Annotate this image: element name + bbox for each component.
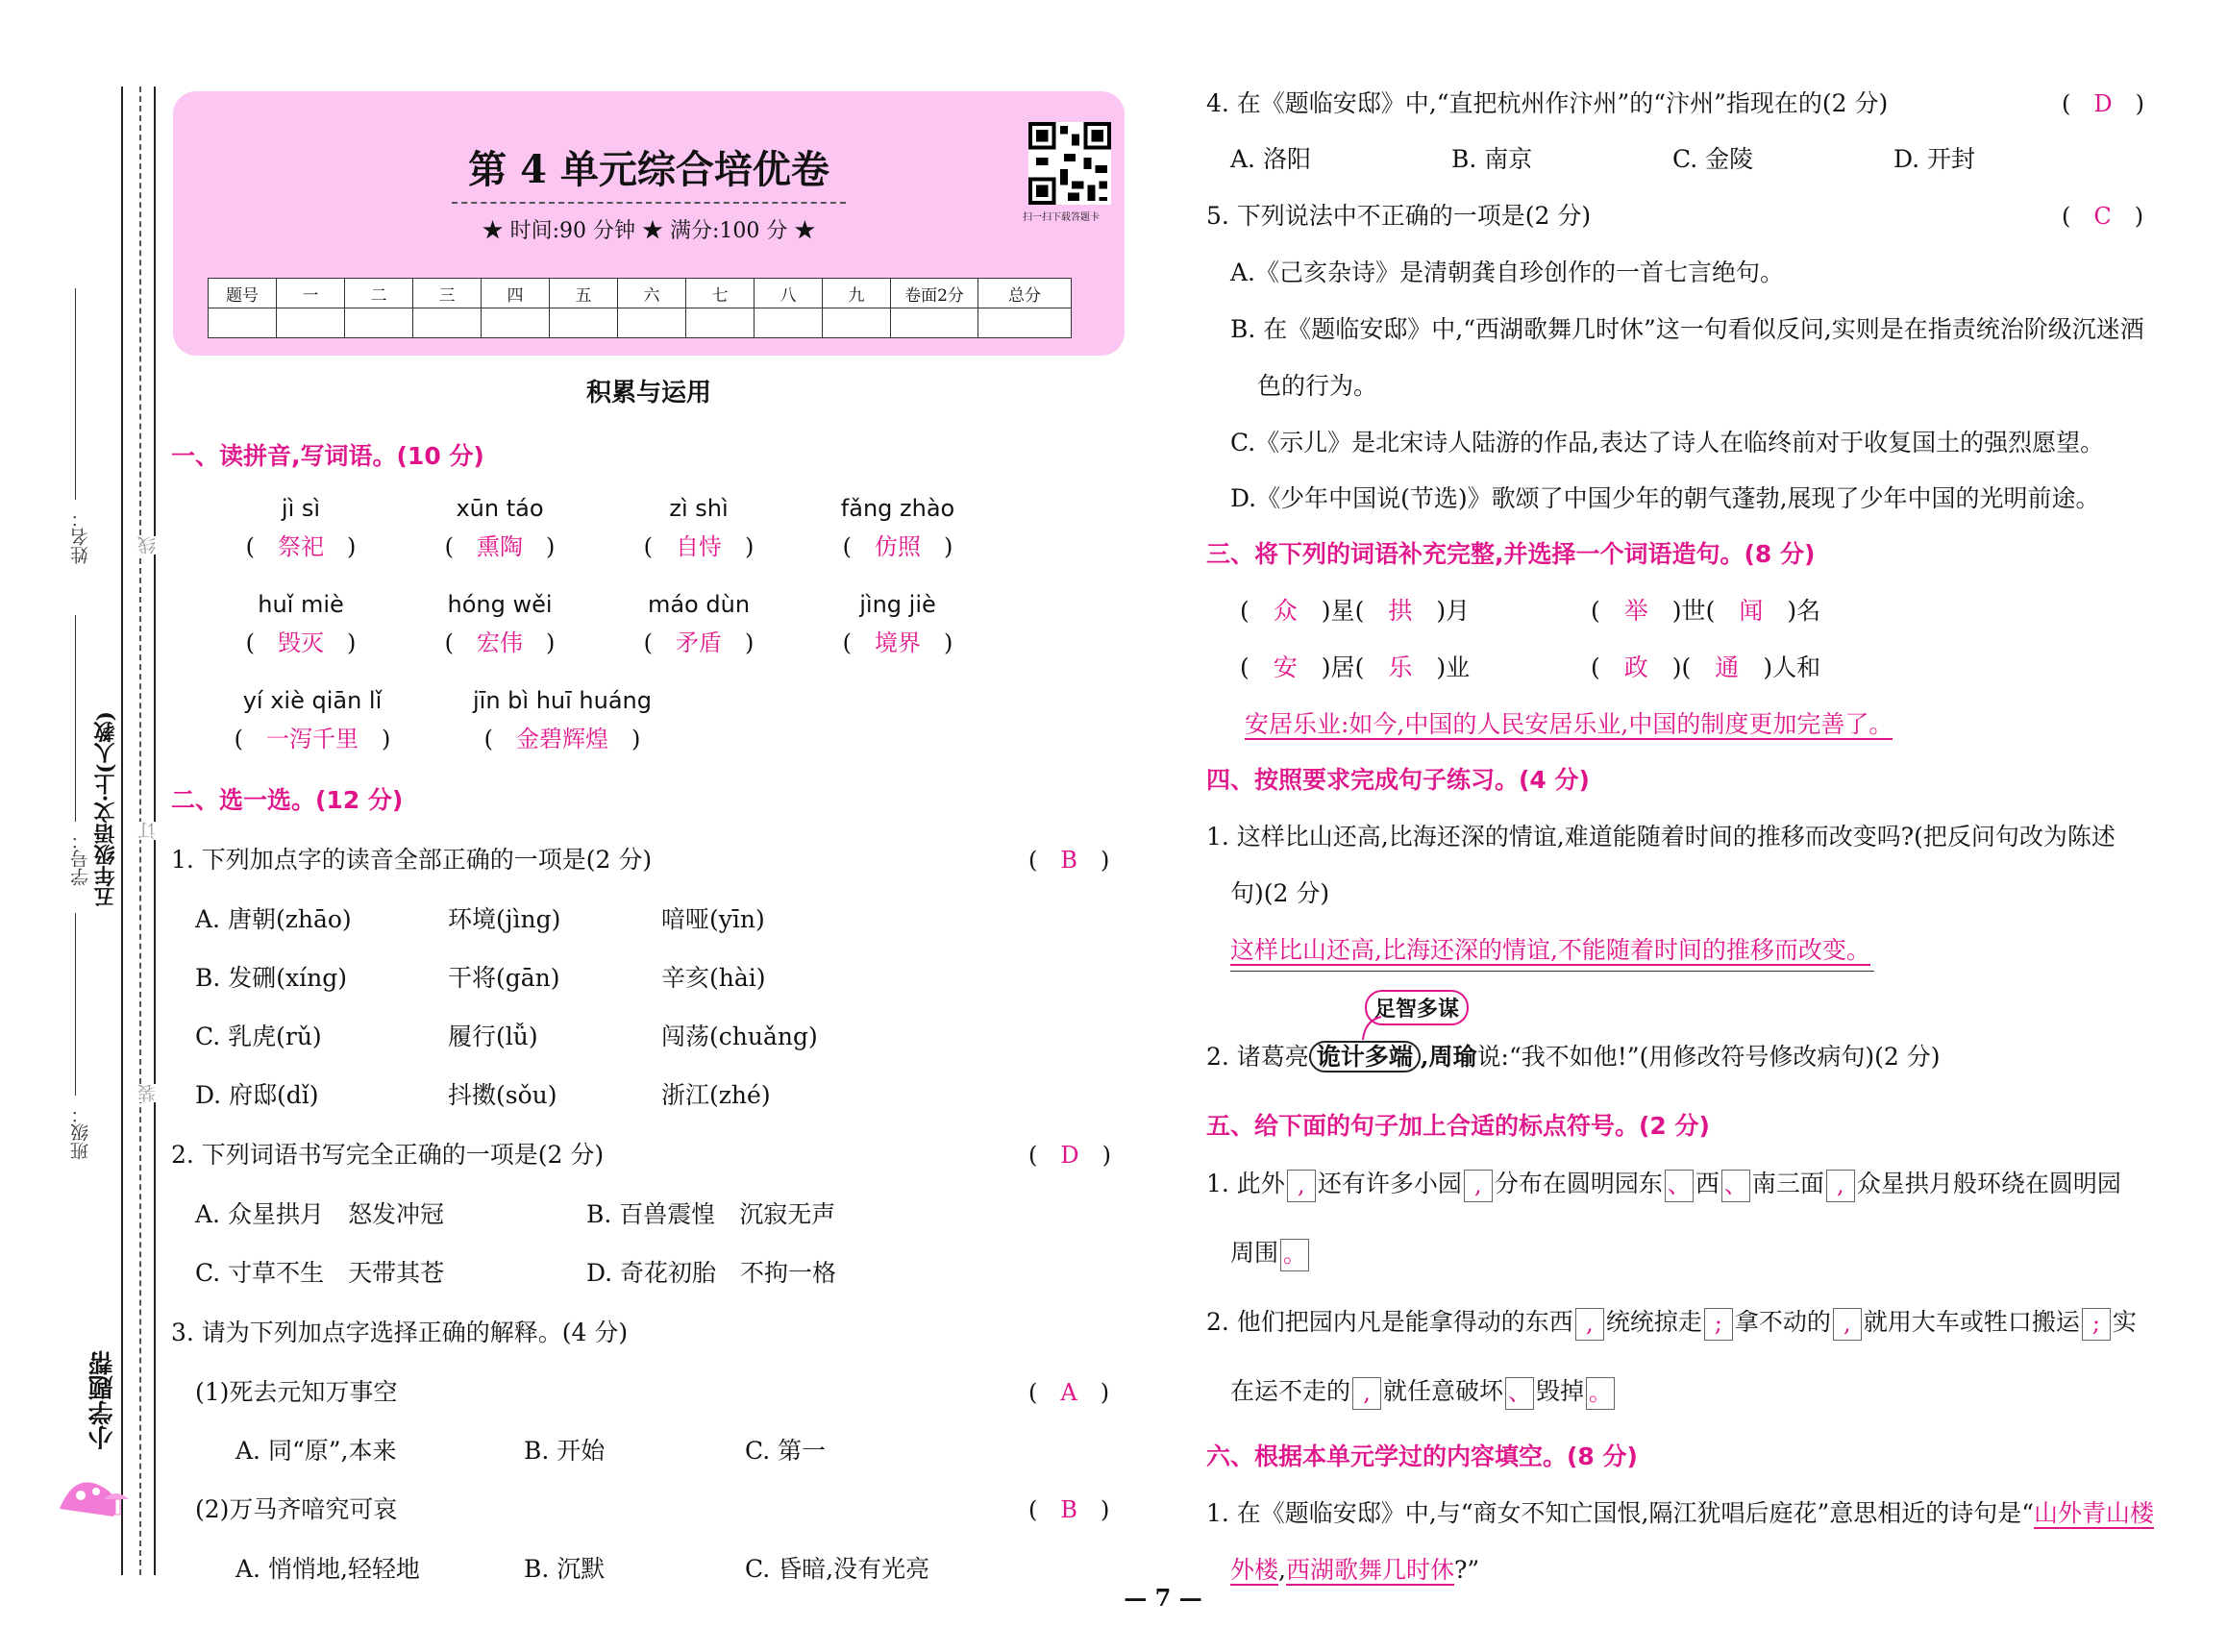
option[interactable]: A. 同“原”,本来: [235, 1437, 397, 1465]
punctuation-box[interactable]: ;: [1704, 1308, 1733, 1341]
q4-title: 四、按照要求完成句子练习。(4 分): [1206, 766, 1590, 794]
option[interactable]: 辛亥(hài): [661, 964, 766, 992]
option[interactable]: B. 南京: [1451, 145, 1533, 173]
handwritten-answer: 举: [1623, 597, 1648, 625]
header-card: [173, 91, 1125, 356]
choice-answer: D: [1060, 1142, 1079, 1169]
pinyin-text: zì shì: [669, 495, 729, 522]
class-field-line: [75, 913, 76, 1096]
choice-answer: A: [1060, 1379, 1077, 1406]
answer-bracket[interactable]: ( 宏伟 ): [444, 629, 556, 656]
answer-bracket[interactable]: ( 金碧辉煌 ): [483, 726, 641, 752]
handwritten-answer: 乐: [1388, 653, 1413, 681]
option[interactable]: B. 在《题临安邸》中,“西湖歌舞几时休”这一句看似反问,实则是在指责统治阶级沉迷酒: [1230, 315, 2144, 343]
answer-bracket[interactable]: ( B ): [1028, 847, 1110, 874]
pinyin-item: [442, 687, 682, 753]
pinyin-text: jīn bì huī huáng: [473, 687, 652, 714]
handwritten-answer: 金碧辉煌: [516, 726, 608, 752]
pinyin-item: [408, 591, 591, 657]
answer-bracket[interactable]: ( B ): [1028, 1496, 1110, 1523]
question-stem-continuation: 句)(2 分): [1230, 879, 1330, 907]
option[interactable]: C. 金陵: [1672, 145, 1754, 173]
question-stem: 2. 下列词语书写完全正确的一项是(2 分): [171, 1141, 605, 1169]
option[interactable]: 浙江(zhé): [661, 1081, 771, 1109]
score-header-cell: 二: [345, 279, 413, 308]
sentence-text: 还有许多小园: [1317, 1170, 1462, 1197]
option[interactable]: A. 悄悄地,轻轻地: [235, 1555, 420, 1583]
option[interactable]: C.《示儿》是北宋诗人陆游的作品,表达了诗人在临终前对于收复国土的强烈愿望。: [1230, 429, 2105, 456]
pinyin-text: hóng wěi: [447, 591, 553, 618]
pinyin-item: [210, 591, 392, 657]
score-header-cell: 卷面2分: [891, 279, 978, 308]
option[interactable]: D. 府邸(dǐ): [195, 1081, 319, 1109]
sentence-text: 西: [1695, 1170, 1720, 1197]
score-cell[interactable]: [686, 308, 755, 338]
section-heading: 积累与运用: [585, 379, 711, 407]
question-stem: 4. 在《题临安邸》中,“直把杭州作汴州”的“汴州”指现在的(2 分): [1206, 89, 1889, 117]
score-header-cell: 一: [277, 279, 345, 308]
punctuation-box[interactable]: 、: [1505, 1377, 1534, 1410]
score-header-cell: 三: [413, 279, 482, 308]
choice-answer: D: [2093, 90, 2113, 117]
score-cell[interactable]: [618, 308, 686, 338]
punctuation-box[interactable]: ,: [1464, 1170, 1493, 1202]
option[interactable]: 履行(lǚ): [448, 1023, 538, 1050]
score-header-cell: 八: [755, 279, 823, 308]
cut-mark-bind: 订: [135, 822, 161, 840]
idiom-char: 月: [1446, 597, 1471, 625]
choice-answer: C: [2093, 203, 2112, 230]
option[interactable]: B. 沉默: [524, 1555, 606, 1583]
sentence-answer[interactable]: [1245, 705, 1893, 740]
score-cell[interactable]: [823, 308, 891, 338]
punctuation-box[interactable]: ,: [1575, 1308, 1604, 1341]
stem-text: 2. 诸葛亮: [1206, 1043, 1309, 1071]
question-stem: 1. 这样比山还高,比海还深的情谊,难道能随着时间的推移而改变吗?(把反问句改为陈述: [1206, 823, 2116, 851]
sentence-text: 拿不动的: [1734, 1308, 1831, 1336]
punctuation-line: [1230, 1372, 1617, 1410]
pinyin-text: xūn táo: [456, 495, 544, 522]
handwritten-answer[interactable]: 山外青山楼: [2034, 1499, 2155, 1527]
sub-question: (2)万马齐喑究可哀: [195, 1495, 398, 1523]
handwritten-answer: 矛盾: [676, 629, 722, 656]
cut-mark-staple: 装: [135, 1084, 161, 1102]
option-row: [195, 1018, 818, 1052]
punctuation-box[interactable]: 、: [1665, 1170, 1694, 1202]
punctuation-line: [1206, 1303, 2137, 1341]
option-row: [195, 959, 766, 994]
pinyin-item: [210, 495, 392, 561]
question-stem: 3. 请为下列加点字选择正确的解释。(4 分): [171, 1319, 629, 1346]
answer-bracket[interactable]: ( 境界 ): [842, 629, 953, 656]
option[interactable]: A. 众星拱月 怒发冲冠: [195, 1200, 444, 1228]
binding-line-outer: [121, 86, 123, 1575]
id-field-line: [75, 615, 76, 822]
handwritten-answer: 政: [1623, 653, 1648, 681]
score-header-cell: 七: [686, 279, 755, 308]
choice-answer: B: [1060, 847, 1078, 874]
sentence-text: 就任意破坏: [1383, 1377, 1504, 1405]
handwritten-answer: 闻: [1739, 597, 1764, 625]
q6-title: 六、根据本单元学过的内容填空。(8 分): [1206, 1442, 1638, 1470]
punctuation-box[interactable]: ;: [2082, 1308, 2111, 1341]
idiom-fill[interactable]: ( 政 )( 通 )人和: [1591, 653, 1821, 681]
sentence-text: 统统掠走: [1605, 1308, 1702, 1336]
pinyin-item: [806, 495, 989, 561]
option[interactable]: B. 开始: [524, 1437, 606, 1465]
option[interactable]: D. 奇花初胎 不拘一格: [586, 1259, 837, 1287]
option[interactable]: C. 第一: [745, 1437, 827, 1465]
stem-text: 说:“我不如他!”(用修改符号修改病句)(2 分): [1476, 1043, 1941, 1071]
sentence-text: 在运不走的: [1230, 1377, 1351, 1405]
answer-bracket[interactable]: ( 祭祀 ): [245, 533, 357, 560]
handwritten-answer: 毁灭: [278, 629, 324, 656]
q5-title: 五、给下面的句子加上合适的标点符号。(2 分): [1206, 1112, 1710, 1140]
option-row: [195, 1076, 771, 1111]
option[interactable]: 抖擞(sǒu): [448, 1081, 557, 1109]
idiom-char: 居: [1330, 653, 1355, 681]
pinyin-item: [607, 495, 790, 561]
option[interactable]: B. 发硎(xíng): [195, 964, 347, 992]
brand-label: 小学题帮: [88, 1350, 117, 1450]
score-cell[interactable]: [550, 308, 618, 338]
question-stem-continuation: [1230, 1551, 1479, 1586]
handwritten-sentence: 这样比山还高,比海还深的情谊,不能随着时间的推移而改变。: [1230, 936, 1870, 964]
circled-word[interactable]: 诡计多端: [1309, 1041, 1421, 1073]
choice-answer: B: [1060, 1496, 1078, 1523]
sentence-answer[interactable]: [1230, 931, 1870, 966]
pinyin-item: [408, 495, 591, 561]
idiom-fill[interactable]: ( 众 )星( 拱 )月: [1240, 597, 1471, 625]
stem-text: ,: [1278, 1556, 1286, 1584]
option[interactable]: 环境(jìng): [448, 905, 561, 933]
page-title: 第 4 单元综合培优卷: [468, 147, 829, 192]
id-label: 学号：: [70, 831, 91, 886]
score-cell[interactable]: [209, 308, 277, 338]
answer-bracket[interactable]: ( 毁灭 ): [245, 629, 357, 656]
pinyin-item: [202, 687, 423, 753]
score-table: [208, 278, 1072, 338]
answer-bracket[interactable]: ( A ): [1028, 1379, 1110, 1406]
pinyin-text: jì sì: [281, 495, 321, 522]
stem-text: ,周瑜: [1420, 1043, 1477, 1071]
handwritten-answer: 众: [1273, 597, 1298, 625]
pinyin-item: [607, 591, 790, 657]
punctuation-line: [1206, 1165, 2121, 1202]
punctuation-box[interactable]: 、: [1721, 1170, 1750, 1202]
pinyin-text: fǎng zhào: [840, 495, 955, 522]
score-header-cell: 四: [482, 279, 550, 308]
punctuation-box[interactable]: ,: [1833, 1308, 1862, 1341]
idiom-char: 业: [1446, 653, 1471, 681]
punctuation-box[interactable]: 。: [1586, 1377, 1615, 1410]
score-header-row: [209, 279, 1072, 308]
mushroom-logo-icon: [56, 1470, 133, 1538]
score-cell[interactable]: [755, 308, 823, 338]
class-label: 班级：: [70, 1105, 91, 1160]
answer-bracket[interactable]: ( 一泻千里 ): [234, 726, 391, 752]
sentence-text: 毁掉: [1536, 1377, 1585, 1405]
punctuation-box[interactable]: ,: [1352, 1377, 1381, 1410]
idiom-char: 星: [1330, 597, 1355, 625]
sentence-text: 就用大车或牲口搬运: [1863, 1308, 2080, 1336]
answer-bracket[interactable]: ( 自恃 ): [643, 533, 755, 560]
handwritten-answer[interactable]: 外楼: [1230, 1556, 1279, 1584]
handwritten-answer: 通: [1715, 653, 1740, 681]
pinyin-text: máo dùn: [647, 591, 751, 618]
qr-caption: 扫一扫下载答题卡: [1023, 212, 1100, 223]
handwritten-answer: 境界: [875, 629, 921, 656]
option[interactable]: A. 洛阳: [1230, 145, 1311, 173]
answer-bracket[interactable]: ( 矛盾 ): [643, 629, 755, 656]
option[interactable]: 喑哑(yīn): [661, 905, 765, 933]
handwritten-answer: 一泻千里: [266, 726, 359, 752]
sentence-text: 南三面: [1751, 1170, 1824, 1197]
idiom-char: 名: [1796, 597, 1821, 625]
question-stem: 5. 下列说法中不正确的一项是(2 分): [1206, 202, 1592, 230]
score-cell[interactable]: [277, 308, 345, 338]
answer-bracket[interactable]: ( C ): [2062, 203, 2144, 230]
stem-text: 1. 在《题临安邸》中,与“商女不知亡国恨,隔江犹唱后庭花”意思相近的诗句是“: [1206, 1499, 2035, 1527]
idiom-fill[interactable]: ( 举 )世( 闻 )名: [1591, 597, 1821, 625]
correction-text: 足智多谋: [1374, 997, 1460, 1022]
stem-text: ?”: [1453, 1556, 1480, 1584]
punctuation-box[interactable]: ,: [1287, 1170, 1316, 1202]
option[interactable]: D.《少年中国说(节选)》歌颂了中国少年的朝气蓬勃,展现了少年中国的光明前途。: [1230, 484, 2100, 512]
handwritten-answer: 仿照: [875, 533, 921, 560]
handwritten-answer[interactable]: 西湖歌舞几时休: [1285, 1556, 1454, 1584]
handwritten-answer: 宏伟: [477, 629, 523, 656]
cut-mark-line: 线: [135, 536, 161, 555]
idiom-char: 人和: [1772, 653, 1821, 681]
score-header-cell: 题号: [209, 279, 277, 308]
qr-code-icon[interactable]: [1028, 122, 1111, 205]
option[interactable]: 干将(gān): [448, 964, 560, 992]
handwritten-answer: 自恃: [676, 533, 722, 560]
underline-rule: [1230, 971, 1874, 972]
score-entry-row[interactable]: [209, 308, 1072, 338]
score-cell[interactable]: [482, 308, 550, 338]
score-header-cell: 总分: [978, 279, 1072, 308]
pinyin-text: jìng jiè: [859, 591, 936, 618]
punctuation-box[interactable]: 。: [1280, 1239, 1309, 1271]
answer-bracket[interactable]: ( 仿照 ): [842, 533, 953, 560]
score-cell[interactable]: [345, 308, 413, 338]
pinyin-text: yí xiè qiān lǐ: [242, 687, 383, 714]
page-number: — 7 —: [1124, 1584, 1202, 1612]
answer-bracket[interactable]: ( 熏陶 ): [444, 533, 556, 560]
pinyin-item: [806, 591, 989, 657]
punctuation-box[interactable]: ,: [1826, 1170, 1855, 1202]
idiom-char: 世: [1681, 597, 1706, 625]
sentence-text: 众星拱月般环绕在圆明园: [1856, 1170, 2121, 1197]
question-stem: [1206, 1038, 1940, 1073]
option[interactable]: A. 唐朝(zhāo): [195, 905, 352, 933]
option[interactable]: B. 百兽震惶 沉寂无声: [586, 1200, 836, 1228]
book-label: 五年级语文·上(人教): [93, 711, 118, 908]
q2-title: 二、选一选。(12 分): [171, 786, 404, 814]
punctuation-line: [1230, 1234, 1311, 1271]
score-header-cell: 九: [823, 279, 891, 308]
question-stem: [1206, 1494, 2154, 1529]
name-label: 姓名：: [70, 509, 91, 564]
option[interactable]: A.《己亥杂诗》是清朝龚自珍创作的一首七言绝句。: [1230, 259, 1785, 286]
handwritten-sentence: 安居乐业:如今,中国的人民安居乐业,中国的制度更加完善了。: [1245, 710, 1893, 738]
option[interactable]: D. 开封: [1893, 145, 1976, 173]
option[interactable]: C. 昏暗,没有光亮: [745, 1555, 930, 1583]
score-cell[interactable]: [413, 308, 482, 338]
handwritten-answer: 熏陶: [477, 533, 523, 560]
handwritten-answer: 拱: [1388, 597, 1413, 625]
option-row: [195, 900, 765, 935]
title-divider: [452, 202, 846, 204]
answer-bracket[interactable]: ( D ): [1028, 1142, 1111, 1169]
handwritten-answer: 安: [1273, 653, 1298, 681]
sentence-text: 2. 他们把园内凡是能拿得动的东西: [1206, 1308, 1573, 1336]
name-field-line: [75, 288, 76, 500]
sub-question: (1)死去元知万事空: [195, 1378, 398, 1406]
sentence-text: 分布在圆明园东: [1494, 1170, 1663, 1197]
option[interactable]: C. 寸草不生 天带其苍: [195, 1259, 445, 1287]
sentence-text: 1. 此外: [1206, 1170, 1285, 1197]
option[interactable]: 闯荡(chuǎng): [661, 1023, 818, 1050]
q1-title: 一、读拼音,写词语。(10 分): [171, 442, 484, 470]
sentence-text: 周围: [1230, 1239, 1279, 1267]
idiom-fill[interactable]: ( 安 )居( 乐 )业: [1240, 653, 1471, 681]
option-continuation: 色的行为。: [1257, 372, 1378, 400]
question-stem: 1. 下列加点字的读音全部正确的一项是(2 分): [171, 846, 653, 874]
q3-title: 三、将下列的词语补充完整,并选择一个词语造句。(8 分): [1206, 540, 1816, 568]
score-cell[interactable]: [891, 308, 978, 338]
sentence-text: 实: [2112, 1308, 2137, 1336]
score-header-cell: 五: [550, 279, 618, 308]
handwritten-answer: 祭祀: [278, 533, 324, 560]
answer-bracket[interactable]: ( D ): [2062, 90, 2144, 117]
score-cell[interactable]: [978, 308, 1072, 338]
option[interactable]: C. 乳虎(rǔ): [195, 1023, 322, 1050]
score-header-cell: 六: [618, 279, 686, 308]
pinyin-text: huǐ miè: [258, 591, 344, 618]
exam-meta: ★ 时间:90 分钟 ★ 满分:100 分 ★: [482, 219, 816, 243]
